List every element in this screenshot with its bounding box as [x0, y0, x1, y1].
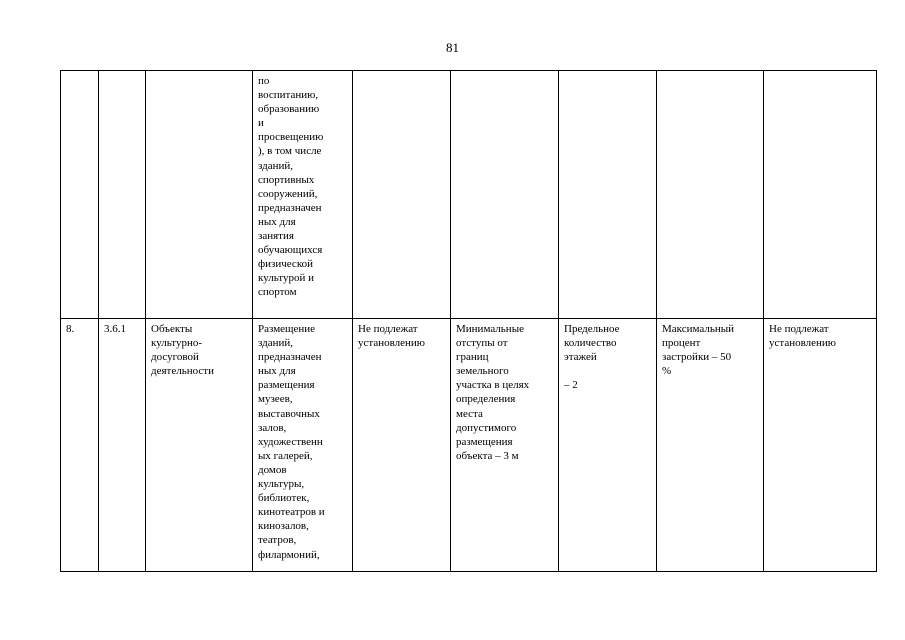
- other-params-cell: [764, 71, 877, 319]
- table-row: [61, 319, 877, 572]
- setbacks-cell: Минимальные отступы от границ земельного участка в целях определения места допустимого размещения объекта – 3 м: [451, 319, 559, 572]
- description-cell: по воспитанию, образованию и просвещению ), в том числе зданий, спортивных сооружений, предназначен ных для занятия обучающихся физической культурой и спортом: [253, 71, 353, 319]
- table-row: [61, 71, 877, 319]
- page-number: 81: [446, 40, 459, 55]
- name-cell: Объекты культурно- досуговой деятельности: [146, 319, 253, 572]
- other-params-cell: Не подлежат установлению: [764, 319, 877, 572]
- regulations-table: [60, 70, 877, 572]
- description-cell: Размещение зданий, предназначен ных для размещения музеев, выставочных залов, художественн ых галерей, домов культуры, библиотек, кинотеатров и кинозалов, театров, филармоний,: [253, 319, 353, 572]
- coverage-cell: Максимальный процент застройки – 50 %: [657, 319, 764, 572]
- row-number-cell: 8.: [61, 319, 99, 572]
- setbacks-cell: [451, 71, 559, 319]
- coverage-cell: [657, 71, 764, 319]
- min-params-cell: Не подлежат установлению: [353, 319, 451, 572]
- floors-cell: [559, 71, 657, 319]
- code-cell: [99, 71, 146, 319]
- min-params-cell: [353, 71, 451, 319]
- row-number-cell: [61, 71, 99, 319]
- floors-cell: Предельное количество этажей – 2: [559, 319, 657, 572]
- name-cell: [146, 71, 253, 319]
- code-cell: 3.6.1: [99, 319, 146, 572]
